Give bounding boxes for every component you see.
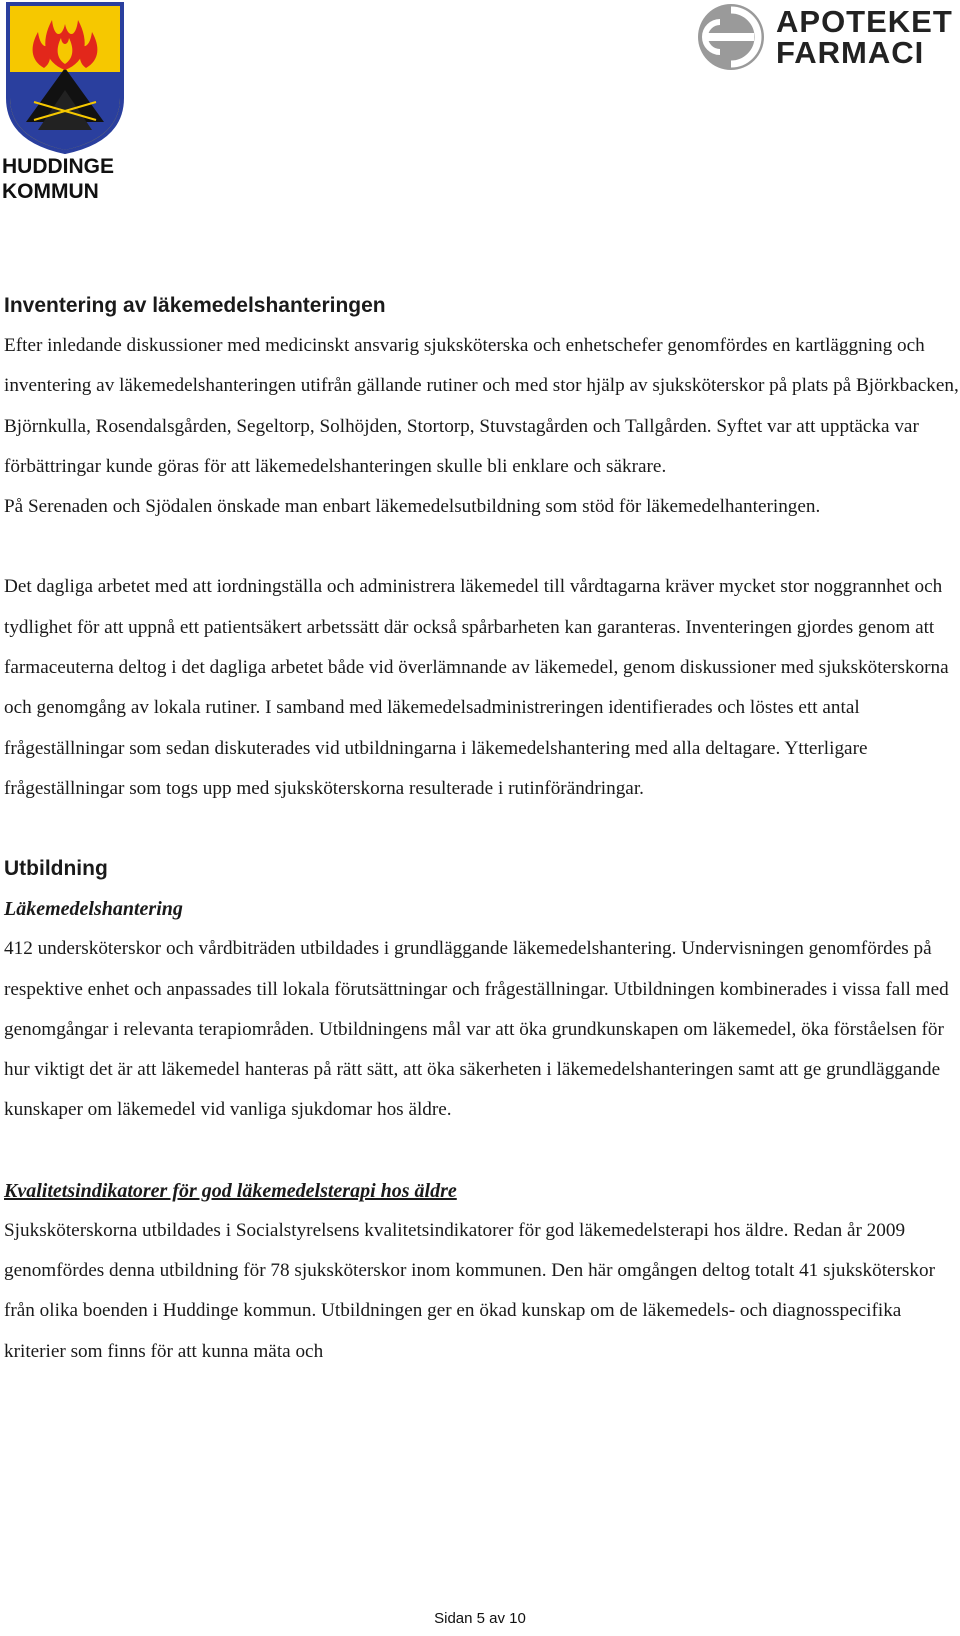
apoteket-farmaci-mark-icon xyxy=(696,2,766,72)
apoteket-farmaci-logo xyxy=(696,2,960,74)
huddinge-coat-of-arms-icon xyxy=(4,2,126,154)
pharmacy-name xyxy=(776,6,953,68)
pharmacy-name-line2: FARMACI xyxy=(776,35,925,70)
inventory-paragraph-3: Det dagliga arbetet med att iordningställa och administrera läkemedel till vårdtagarna kräver mycket stor noggrannhet och tydlighet för att uppnå ett patientsäkert arbetssätt där också spårbarheten kan garanteras. Inventeringen gjordes genom att farmaceuterna deltog i det dagliga arbetet både vid överlämnande av läkemedel, genom diskussioner med sjuksköterskorna och genomgång av lokala rutiner. I samband med läkemedelsadministreringen identifierades och löstes ett antal frågeställningar som sedan diskuterades vid utbildningarna i läkemedelshantering med alla deltagare. Ytterligare frågeställningar som togs upp med sjuksköterskorna resulterade i rutinförändringar. xyxy=(4,576,949,799)
education-heading: Utbildning xyxy=(4,857,108,881)
quality-indicators-subheading: Kvalitetsindikatorer för god läkemedelsterapi hos äldre xyxy=(4,1179,457,1202)
document-header xyxy=(0,0,960,210)
paragraph-gap xyxy=(4,527,959,567)
inventory-paragraph-1: Efter inledande diskussioner med medicinskt ansvarig sjuksköterska och enhetschefer genomfördes en kartläggning och inventering av läkemedelshanteringen utifrån gällande rutiner och med stor hjälp av sjuksköterskor på plats på Björkbacken, Björnkulla, Rosendalsgården, Segeltorp, Solhöjden, Stortorp, Stuvstagården och Tallgården. Syftet var att upptäcka var förbättringar kunde göras för att läkemedelshanteringen skulle bli enklare och säkrare. xyxy=(4,335,959,477)
inventory-heading: Inventering av läkemedelshanteringen xyxy=(4,294,386,317)
quality-indicators-paragraph: Sjuksköterskorna utbildades i Socialstyrelsens kvalitetsindikatorer för god läkemedelsterapi hos äldre. Redan år 2009 genomfördes denna utbildning för 78 sjuksköterskor inom kommunen. Den här omgången deltog totalt 41 sjuksköterskor från olika boenden i Huddinge kommun. Utbildningen ger en ökad kunskap om de läkemedels- och diagnosspecifika kriterier som finns för att kunna mäta och xyxy=(4,1219,935,1362)
municipality-name: HUDDINGE KOMMUN xyxy=(2,155,115,203)
document-body xyxy=(4,286,959,1372)
medication-handling-paragraph: 412 undersköterskor och vårdbiträden utbildades i grundläggande läkemedelshantering. Undervisningen genomfördes på respektive enhet och anpassades till lokala förutsättningar och frågeställningar. Utbildningen kombinerades i vissa fall med genomgångar i relevanta terapiområden. Utbildningens mål var att öka grundkunskapen om läkemedel, öka förståelsen för hur viktigt det är att läkemedel hanteras på rätt sätt, att öka säkerheten i läkemedelshanteringen samt att ge grundläggande kunskaper om läkemedel vid vanliga sjukdomar hos äldre. xyxy=(4,938,949,1121)
paragraph-gap xyxy=(4,1131,959,1171)
pharmacy-name-line1: APOTEKET xyxy=(776,4,953,39)
inventory-paragraph-2: På Serenaden och Sjödalen önskade man enbart läkemedelsutbildning som stöd för läkemedelhanteringen. xyxy=(4,496,821,518)
page-number: Sidan 5 av 10 xyxy=(434,1610,526,1627)
paragraph-gap xyxy=(4,809,959,849)
medication-handling-subheading: Läkemedelshantering xyxy=(4,898,183,921)
